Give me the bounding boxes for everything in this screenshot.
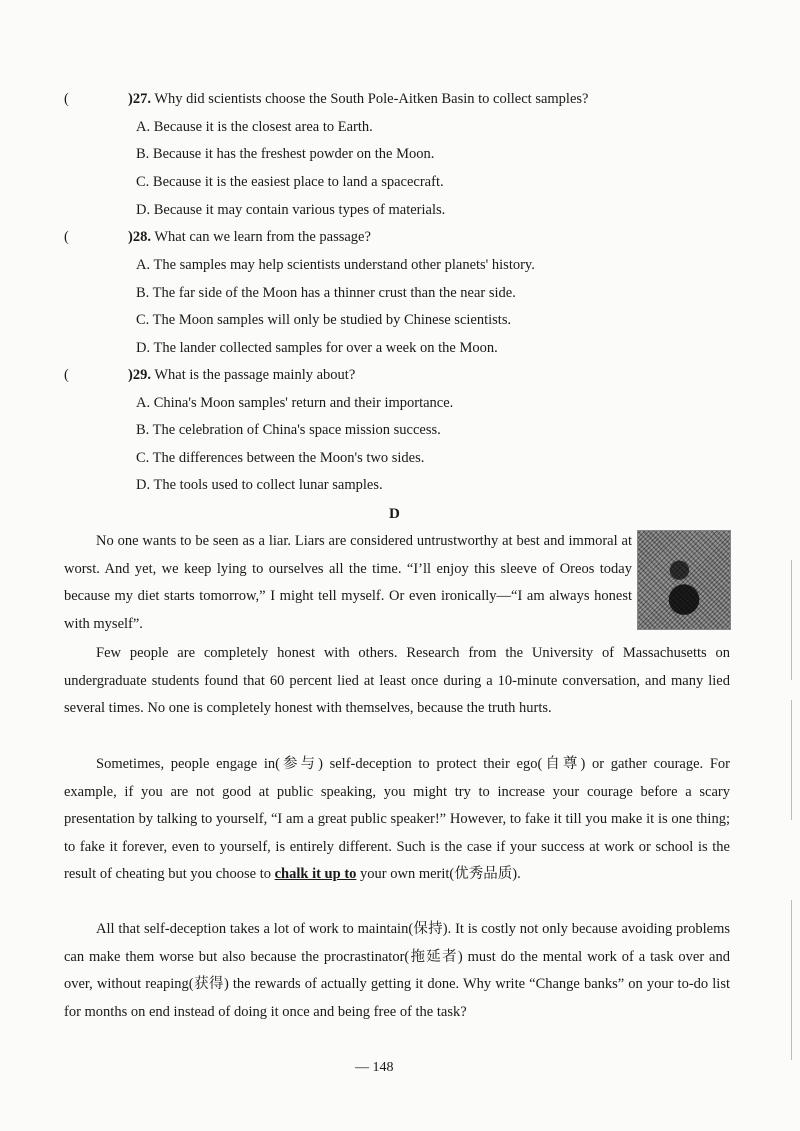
illustration-image (637, 530, 731, 630)
option-27a: A. Because it is the closest area to Earth. (136, 119, 373, 135)
paragraph-3-tail: your own merit(优秀品质). (356, 866, 521, 882)
answer-bracket: ( (64, 91, 69, 107)
option-27b: B. Because it has the freshest powder on the Moon. (136, 146, 435, 162)
option-29b: B. The celebration of China's space mission success. (136, 422, 441, 438)
answer-bracket: ( (64, 367, 69, 383)
question-text: What is the passage mainly about? (154, 367, 356, 383)
paragraph-1: No one wants to be seen as a liar. Liars are considered untrustworthy at best and immoral at worst. And yet, we keep lying to ourselves all the time. “I’ll enjoy this sleeve of Oreos today because my diet starts tomorrow,” I might tell myself. Or even ironically—“I am always honest with myself”. (64, 533, 632, 632)
margin-line (791, 700, 792, 820)
question-text: What can we learn from the passage? (154, 229, 371, 245)
option-29a: A. China's Moon samples' return and their importance. (136, 395, 454, 411)
margin-line (791, 560, 792, 680)
question-29 (64, 367, 355, 384)
option-29d: D. The tools used to collect lunar samples. (136, 477, 383, 493)
question-number: )29. (128, 367, 151, 383)
option-28c: C. The Moon samples will only be studied by Chinese scientists. (136, 312, 512, 328)
paragraph-3-body: Sometimes, people engage in(参与) self-deception to protect their ego(自尊) or gather courage. For example, if you are not good at public speaking, you might try to increase your courage before a scary presentation by talking to yourself, “I am a great public speaker!” However, to fake it till you make it is one thing; to fake it forever, even to yourself, is entirely different. Such is the case if your success at work or school is the result of cheating but you choose to (64, 756, 730, 882)
question-text: Why did scientists choose the South Pole-Aitken Basin to collect samples? (154, 91, 589, 107)
option-28a: A. The samples may help scientists understand other planets' history. (136, 257, 535, 273)
question-number: )28. (128, 229, 151, 245)
question-27 (64, 91, 588, 108)
answer-bracket: ( (64, 229, 69, 245)
section-heading: D (389, 506, 400, 522)
option-28d: D. The lander collected samples for over a week on the Moon. (136, 340, 498, 356)
question-28 (64, 229, 371, 246)
option-27d: D. Because it may contain various types of materials. (136, 202, 446, 218)
option-27c: C. Because it is the easiest place to land a spacecraft. (136, 174, 444, 190)
question-number: )27. (128, 91, 151, 107)
underlined-phrase: chalk it up to (274, 866, 357, 882)
margin-line (791, 900, 792, 1060)
option-28b: B. The far side of the Moon has a thinner crust than the near side. (136, 285, 516, 301)
page-number: — 148 (355, 1060, 394, 1075)
paragraph-4: All that self-deception takes a lot of work to maintain(保持). It is costly not only because avoiding problems can make them worse but also because the procrastinator(拖延者) must do the mental work of a task over and over, without reaping(获得) the rewards of actually getting it done. Why write “Change banks” on your to-do list for months on end instead of doing it once and being free of the task? (64, 921, 730, 1020)
paragraph-2: Few people are completely honest with others. Research from the University of Massachusetts on undergraduate students found that 60 percent lied at least once during a 10-minute conversation, and many lied several times. No one is completely honest with themselves, because the truth hurts. (64, 645, 730, 716)
paragraph-3 (64, 751, 730, 889)
option-29c: C. The differences between the Moon's two sides. (136, 450, 425, 466)
